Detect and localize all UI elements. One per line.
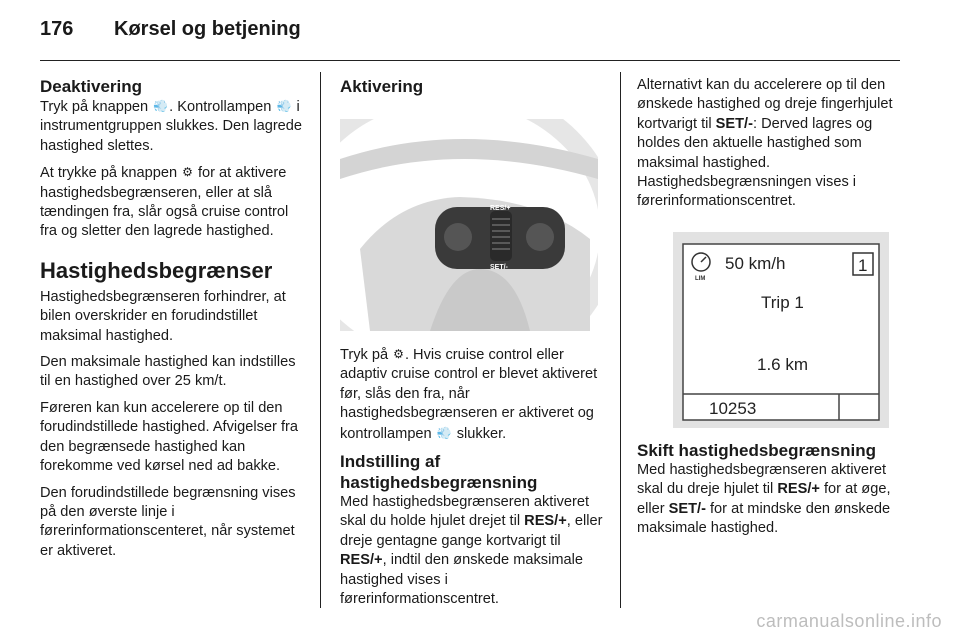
bold-term: SET/-: [668, 500, 706, 517]
header-rule: [40, 60, 900, 61]
text: Med hastighedsbegrænseren aktiveret skal du dreje hjulet til: [637, 461, 887, 498]
text: for at aktivere hastighedsbegrænseren, eller at slå tændingen fra, slår også cruise control fra og sletter den lagrede hastighed.: [40, 165, 289, 240]
page-header: [40, 18, 301, 41]
display-trip: Trip 1: [761, 292, 804, 312]
speed-limiter-icon: ⚙: [182, 165, 193, 180]
paragraph: [40, 163, 304, 242]
cancel-icon: 💨: [153, 99, 169, 113]
text: for at øge, eller: [637, 481, 891, 517]
display-distance: 1.6 km: [757, 354, 809, 374]
section-heading-indstilling: Indstilling af hastighedsbegrænsning: [340, 452, 538, 493]
column-divider: [620, 72, 621, 608]
display-speed: 50 km/h: [725, 253, 786, 273]
bold-term: RES/+: [340, 552, 383, 569]
text: , eller dreje gentagne gange kortvarigt til: [340, 513, 603, 549]
paragraph: Hastighedsbegrænseren forhindrer, at bilen overskrider en forudindstillet maksimal hastighed.: [40, 288, 286, 344]
text: At trykke på knappen: [40, 165, 182, 182]
bold-term: RES/+: [524, 513, 567, 530]
lim-label: LIM: [695, 275, 706, 282]
paragraph: [637, 461, 903, 539]
section-heading-aktivering: Aktivering: [340, 77, 424, 96]
cancel-icon: 💨: [276, 99, 292, 113]
column-divider: [320, 72, 321, 608]
wheel-label-res: RES/+: [490, 205, 511, 212]
paragraph: [340, 493, 604, 609]
text: for at mindske den ønskede maksimale hastighed.: [637, 500, 891, 537]
text: Alternativt kan du accelerere op til den ønskede hastighed og dreje fingerhjulet kortvarigt til: [637, 77, 893, 132]
text: . Kontrollampen: [169, 99, 276, 115]
paragraph: Den maksimale hastighed kan indstilles til en hastighed over 25 km/t.: [40, 354, 296, 390]
driver-info-display-illustration: [673, 232, 889, 428]
text: i instrumentgruppen slukkes. Den lagrede hastighed slettes.: [40, 99, 303, 154]
cancel-icon: 💨: [436, 425, 452, 440]
text: : Derved lagres og holdes den aktuelle hastighed som maksimal hastighed. Hastighedsbegrænsningen vises i førerinformationscentret.: [637, 115, 873, 210]
steering-wheel-illustration: [340, 119, 598, 331]
text: , indtil den ønskede maksimale hastighed vises i førerinformationscentret.: [340, 552, 583, 608]
watermark: carmanualsonline.info: [756, 611, 942, 631]
column-3: [637, 76, 903, 545]
section-heading-deaktivering: Deaktivering: [40, 77, 143, 96]
display-gear: 1: [858, 255, 868, 275]
speed-limiter-icon: ⚙: [393, 347, 404, 361]
text: Tryk på: [340, 347, 393, 363]
section-title-hastighedsbegraenser: Hastighedsbegrænser: [40, 257, 273, 283]
wheel-label-set: SET/-: [490, 264, 508, 271]
text: Med hastighedsbegrænseren aktiveret skal du holde hjulet drejet til: [340, 494, 590, 530]
display-odometer: 10253: [709, 398, 757, 418]
paragraph: Den forudindstillede begrænsning vises på den øverste linje i førerinformationscenteret, når systemet er aktiveret.: [40, 484, 296, 559]
paragraph: Føreren kan kun accelerere op til den forudindstillede hastighed. Afvigelser fra den begrænsede hastighed kan forekomme ved kørsel ned ad bakke.: [40, 399, 298, 475]
paragraph: [340, 345, 604, 444]
bold-term: SET/-: [715, 115, 753, 132]
paragraph: [40, 97, 304, 156]
page-number: 176: [40, 18, 74, 40]
section-heading-skift: Skift hastighedsbegrænsning: [637, 440, 876, 460]
paragraph: [637, 76, 903, 212]
column-2: [340, 76, 604, 616]
bold-term: RES/+: [777, 481, 820, 498]
text: slukker.: [452, 425, 507, 442]
text: . Hvis cruise control eller adaptiv cruise control er blevet aktiveret før, slås den fra, når hastighedsbegrænseren er aktiveret og kontrollampen: [340, 347, 598, 442]
text: Tryk på knappen: [40, 99, 153, 115]
page-title: Kørsel og betjening: [114, 18, 301, 40]
column-1: [40, 76, 304, 568]
